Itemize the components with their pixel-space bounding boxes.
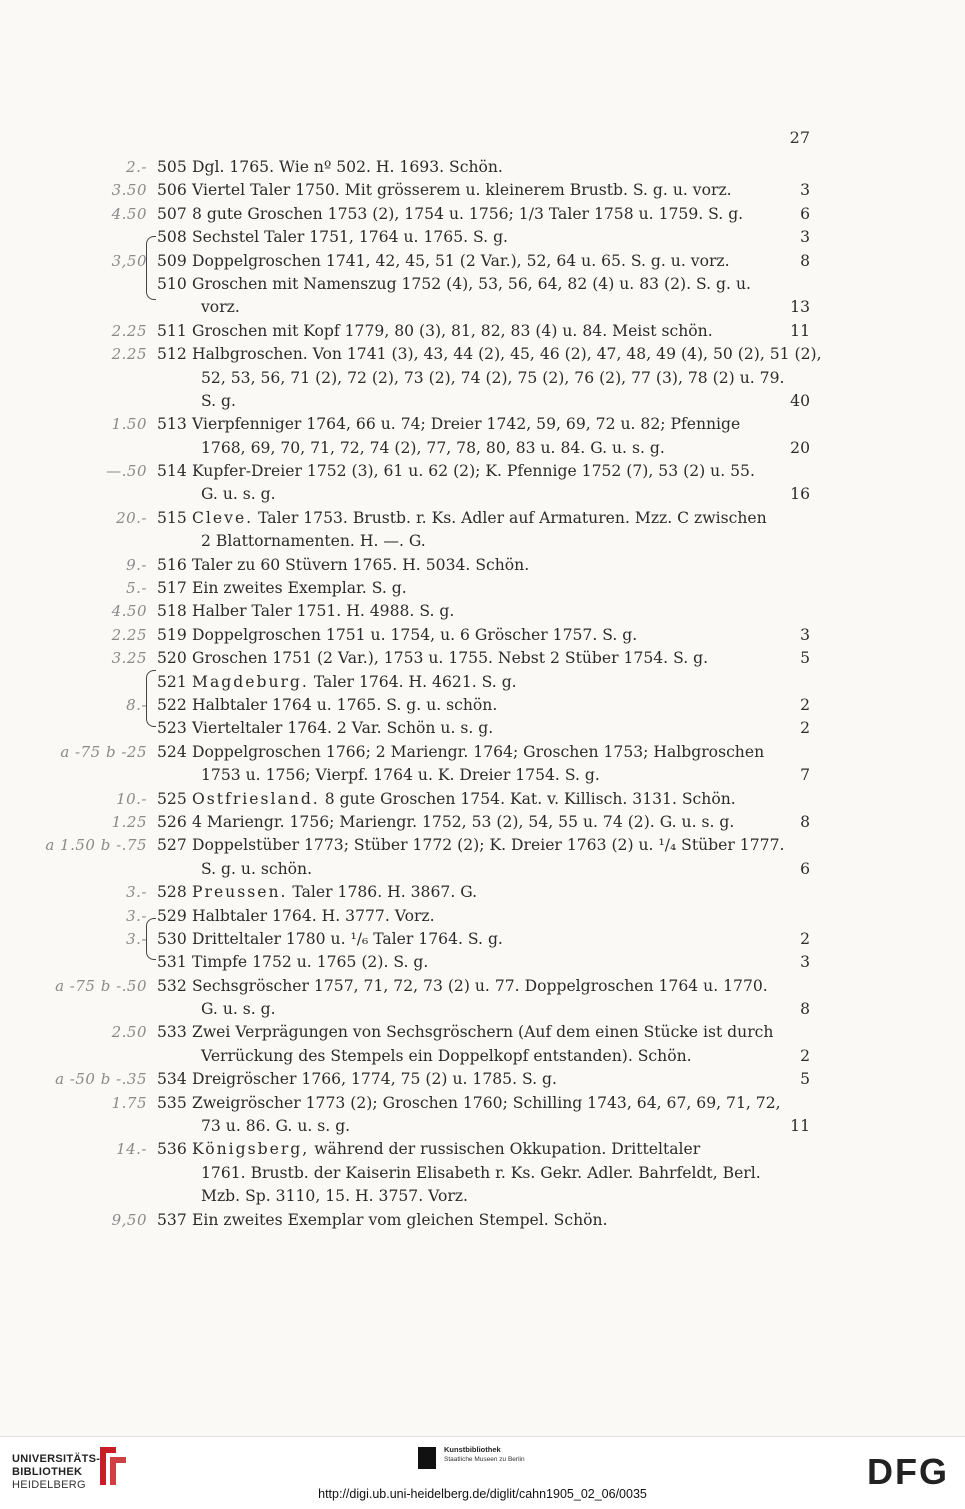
entry-line: [0, 343, 965, 366]
catalog-entry: [0, 1021, 965, 1068]
page-number: 27: [789, 128, 810, 147]
entry-line: [0, 437, 965, 460]
catalog-entry: [0, 928, 965, 951]
lot-quantity: 5: [800, 649, 810, 668]
lot-description: Ostfriesland. 8 gute Groschen 1754. Kat. v. Killisch. 3131. Schön.: [192, 789, 736, 808]
lot-description: Doppelstüber 1773; Stüber 1772 (2); K. Dreier 1763 (2) u. ¹/₄ Stüber 1777.: [192, 836, 785, 855]
catalog-entry: [0, 226, 965, 249]
catalog-entry: [0, 343, 965, 413]
catalog-entry: [0, 460, 965, 507]
lot-description: Zwei Verprägungen von Sechsgröschern (Auf dem einen Stücke ist durch: [192, 1023, 774, 1042]
entry-line: [0, 647, 965, 670]
entry-line: [0, 460, 965, 483]
brace-521-523: [146, 670, 156, 727]
handwritten-price-note: a 1.50 b -.75: [45, 836, 147, 855]
catalog-entry: [0, 320, 965, 343]
catalog-entry: [0, 905, 965, 928]
lot-quantity: 13: [790, 298, 810, 317]
lot-number: 537: [157, 1210, 187, 1229]
catalog-entry: [0, 577, 965, 600]
handwritten-price-note: 1.75: [111, 1093, 147, 1112]
lot-description: G. u. s. g.: [201, 1000, 276, 1019]
lot-number: 519: [157, 625, 187, 644]
entry-line: [0, 413, 965, 436]
lot-number: 525: [157, 789, 187, 808]
lot-quantity: 2: [800, 695, 810, 714]
lot-quantity: 6: [800, 859, 810, 878]
brace-508-510: [146, 236, 156, 300]
lot-description: Dreigröscher 1766, 1774, 75 (2) u. 1785. S. g.: [192, 1070, 557, 1089]
ub-logo-line3: HEIDELBERG: [12, 1479, 86, 1491]
lot-quantity: 6: [800, 204, 810, 223]
lot-number: 521: [157, 672, 187, 691]
lot-number: 509: [157, 251, 187, 270]
handwritten-price-note: 2.-: [126, 158, 147, 176]
lot-description: Kupfer-Dreier 1752 (3), 61 u. 62 (2); K. Pfennige 1752 (7), 53 (2) u. 55.: [192, 462, 755, 481]
dfg-logo[interactable]: DFG: [867, 1451, 949, 1492]
catalog-entry: [0, 250, 965, 273]
lot-description: Ein zweites Exemplar. S. g.: [192, 579, 407, 598]
lot-description: vorz.: [201, 298, 240, 317]
entry-line: [0, 671, 965, 694]
catalog-entry: [0, 717, 965, 740]
catalog-entries: [0, 156, 965, 1232]
handwritten-price-note: a -50 b -.35: [55, 1070, 147, 1089]
kunstbibliothek-mark-icon: [418, 1447, 436, 1469]
lot-number: 532: [157, 976, 187, 995]
handwritten-price-note: 5.-: [126, 579, 147, 598]
lot-description: Groschen 1751 (2 Var.), 1753 u. 1755. Nebst 2 Stüber 1754. S. g.: [192, 649, 709, 668]
lot-number: 510: [157, 274, 187, 293]
entry-line: [0, 741, 965, 764]
lot-quantity: 7: [800, 766, 810, 785]
handwritten-price-note: 1.50: [111, 415, 147, 434]
catalog-entry: [0, 156, 965, 179]
lot-quantity: 8: [800, 251, 810, 270]
lot-description: Mzb. Sp. 3110, 15. H. 3757. Vorz.: [201, 1187, 468, 1206]
lot-description: Zweigröscher 1773 (2); Groschen 1760; Schilling 1743, 64, 67, 69, 71, 72,: [192, 1093, 781, 1112]
entry-line: [0, 600, 965, 623]
catalog-entry: [0, 741, 965, 788]
lot-number: 513: [157, 415, 187, 434]
entry-line: [0, 320, 965, 343]
catalog-entry: [0, 624, 965, 647]
lot-quantity: 11: [790, 1117, 810, 1136]
lot-number: 523: [157, 719, 187, 738]
entry-line: [0, 1185, 965, 1208]
handwritten-price-note: 2.25: [111, 625, 147, 644]
lot-description: Verrückung des Stempels ein Doppelkopf entstanden). Schön.: [201, 1046, 692, 1065]
ub-logo-line1: UNIVERSITÄTS-: [12, 1453, 101, 1465]
lot-quantity: 11: [790, 321, 810, 340]
entry-line: [0, 1162, 965, 1185]
lot-number: 516: [157, 555, 187, 574]
entry-line: [0, 530, 965, 553]
lot-number: 507: [157, 204, 187, 223]
handwritten-price-note: 14.-: [116, 1140, 147, 1159]
entry-line: [0, 905, 965, 928]
lot-quantity: 2: [800, 929, 810, 948]
lot-number: 528: [157, 883, 187, 902]
catalog-entry: [0, 1209, 965, 1232]
lot-quantity: 3: [800, 953, 810, 972]
entry-line: [0, 1068, 965, 1091]
lot-number: 534: [157, 1070, 187, 1089]
entry-line: [0, 179, 965, 202]
lot-number: 515: [157, 508, 187, 527]
entry-line: [0, 811, 965, 834]
lot-number: 536: [157, 1140, 187, 1159]
lot-description: Viertel Taler 1750. Mit grösserem u. kleinerem Brustb. S. g. u. vorz.: [192, 181, 732, 200]
catalog-entry: [0, 788, 965, 811]
entry-line: [0, 1045, 965, 1068]
lot-description: Vierteltaler 1764. 2 Var. Schön u. s. g.: [192, 719, 494, 738]
lot-description: 52, 53, 56, 71 (2), 72 (2), 73 (2), 74 (2), 75 (2), 76 (2), 77 (3), 78 (2) u. 79.: [201, 368, 785, 387]
entry-line: [0, 788, 965, 811]
handwritten-price-note: 3.-: [126, 906, 147, 925]
kb-line2: Staatliche Museen zu Berlin: [444, 1456, 525, 1463]
lot-number: 514: [157, 462, 187, 481]
catalog-entry: [0, 834, 965, 881]
catalog-entry: [0, 694, 965, 717]
lot-description: Halbtaler 1764 u. 1765. S. g. u. schön.: [192, 695, 498, 714]
lot-number: 520: [157, 649, 187, 668]
lot-number: 530: [157, 929, 187, 948]
handwritten-price-note: 4.50: [111, 204, 147, 223]
lot-number: 526: [157, 812, 187, 831]
lot-description: Timpfe 1752 u. 1765 (2). S. g.: [192, 953, 429, 972]
handwritten-price-note: 3,50: [111, 251, 147, 270]
lot-description: Halbgroschen. Von 1741 (3), 43, 44 (2), 45, 46 (2), 47, 48, 49 (4), 50 (2), 51 (2),: [192, 345, 822, 364]
lot-description: Doppelgroschen 1741, 42, 45, 51 (2 Var.), 52, 64 u. 65. S. g. u. vorz.: [192, 251, 730, 270]
lot-quantity: 2: [800, 1046, 810, 1065]
handwritten-price-note: 9,50: [111, 1210, 147, 1229]
catalog-entry: [0, 975, 965, 1022]
entry-line: [0, 951, 965, 974]
lot-quantity: 8: [800, 1000, 810, 1019]
handwritten-price-note: 20.-: [116, 508, 147, 527]
lot-description: S. g.: [201, 391, 236, 410]
lot-number: 533: [157, 1023, 187, 1042]
lot-description: 73 u. 86. G. u. s. g.: [201, 1117, 351, 1136]
entry-line: [0, 483, 965, 506]
lot-quantity: 8: [800, 812, 810, 831]
entry-line: [0, 554, 965, 577]
lot-number: 527: [157, 836, 187, 855]
lot-description: Preussen. Taler 1786. H. 3867. G.: [192, 883, 478, 902]
lot-description: Sechsgröscher 1757, 71, 72, 73 (2) u. 77. Doppelgroschen 1764 u. 1770.: [192, 976, 768, 995]
catalog-entry: [0, 881, 965, 904]
lot-description: 1753 u. 1756; Vierpf. 1764 u. K. Dreier 1754. S. g.: [201, 766, 600, 785]
lot-description: Doppelgroschen 1766; 2 Mariengr. 1764; Groschen 1753; Halbgroschen: [192, 742, 765, 761]
page-footer: [0, 1436, 965, 1509]
lot-number: 505: [157, 158, 187, 176]
lot-number: 524: [157, 742, 187, 761]
handwritten-price-note: 2.50: [111, 1023, 147, 1042]
entry-line: [0, 1209, 965, 1232]
handwritten-price-note: 8.-: [126, 695, 147, 714]
handwritten-price-note: 2.25: [111, 321, 147, 340]
lot-description: 4 Mariengr. 1756; Mariengr. 1752, 53 (2), 54, 55 u. 74 (2). G. u. s. g.: [192, 812, 735, 831]
entry-line: [0, 156, 965, 179]
lot-description: S. g. u. schön.: [201, 859, 313, 878]
lot-number: 531: [157, 953, 187, 972]
lot-description: 2 Blattornamenten. H. —. G.: [201, 532, 426, 551]
handwritten-price-note: a -75 b -.50: [55, 976, 147, 995]
brace-530-531: [146, 918, 156, 960]
catalog-entry: [0, 273, 965, 320]
lot-description: Dritteltaler 1780 u. ¹/₆ Taler 1764. S. g.: [192, 929, 503, 948]
lot-description: 1761. Brustb. der Kaiserin Elisabeth r. Ks. Gekr. Adler. Bahrfeldt, Berl.: [201, 1163, 761, 1182]
catalog-entry: [0, 647, 965, 670]
lot-number: 518: [157, 602, 187, 621]
catalog-entry: [0, 951, 965, 974]
lot-description: Halber Taler 1751. H. 4988. S. g.: [192, 602, 455, 621]
entry-line: [0, 694, 965, 717]
lot-description: Königsberg, während der russischen Okkupation. Dritteltaler: [192, 1140, 701, 1159]
entry-line: [0, 1021, 965, 1044]
entry-line: [0, 858, 965, 881]
lot-description: Vierpfenniger 1764, 66 u. 74; Dreier 1742, 59, 69, 72 u. 82; Pfennige: [192, 415, 741, 434]
lot-description: Halbtaler 1764. H. 3777. Vorz.: [192, 906, 435, 925]
entry-line: [0, 577, 965, 600]
entry-line: [0, 296, 965, 319]
kb-line1: Kunstbibliothek: [444, 1445, 501, 1454]
handwritten-price-note: 3.-: [126, 883, 147, 902]
catalog-entry: [0, 507, 965, 554]
ub-logo-line2: BIBLIOTHEK: [12, 1466, 83, 1478]
entry-line: [0, 928, 965, 951]
catalog-entry: [0, 179, 965, 202]
lot-description: Cleve. Taler 1753. Brustb. r. Ks. Adler auf Armaturen. Mzz. C zwischen: [192, 508, 767, 527]
catalog-entry: [0, 554, 965, 577]
lot-number: 508: [157, 228, 187, 247]
entry-line: [0, 250, 965, 273]
lot-description: Ein zweites Exemplar vom gleichen Stempel. Schön.: [192, 1210, 608, 1229]
handwritten-price-note: 3.25: [111, 649, 147, 668]
entry-line: [0, 624, 965, 647]
handwritten-price-note: —.50: [106, 462, 147, 481]
lot-description: G. u. s. g.: [201, 485, 276, 504]
entry-line: [0, 507, 965, 530]
entry-line: [0, 717, 965, 740]
entry-line: [0, 1138, 965, 1161]
lot-description: Dgl. 1765. Wie nº 502. H. 1693. Schön.: [192, 158, 503, 176]
entry-line: [0, 975, 965, 998]
lot-quantity: 5: [800, 1070, 810, 1089]
lot-quantity: 3: [800, 625, 810, 644]
handwritten-price-note: 9.-: [126, 555, 147, 574]
entry-line: [0, 881, 965, 904]
handwritten-price-note: a -75 b -25: [60, 742, 147, 761]
catalog-entry: [0, 811, 965, 834]
handwritten-price-note: 3.50: [111, 181, 147, 200]
kunstbibliothek-text: [444, 1445, 525, 1465]
catalog-entry: [0, 413, 965, 460]
catalog-entry: [0, 203, 965, 226]
lot-quantity: 2: [800, 719, 810, 738]
handwritten-price-note: 4.50: [111, 602, 147, 621]
catalog-entry: [0, 1138, 965, 1208]
lot-number: 529: [157, 906, 187, 925]
entry-line: [0, 390, 965, 413]
lot-description: 1768, 69, 70, 71, 72, 74 (2), 77, 78, 80, 83 u. 84. G. u. s. g.: [201, 438, 665, 457]
lot-description: 8 gute Groschen 1753 (2), 1754 u. 1756; 1/3 Taler 1758 u. 1759. S. g.: [192, 204, 744, 223]
entry-line: [0, 273, 965, 296]
lot-quantity: 20: [790, 438, 810, 457]
lot-quantity: 40: [790, 391, 810, 410]
lot-description: Groschen mit Namenszug 1752 (4), 53, 56, 64, 82 (4) u. 83 (2). S. g. u.: [192, 274, 751, 293]
lot-description: Doppelgroschen 1751 u. 1754, u. 6 Gröscher 1757. S. g.: [192, 625, 638, 644]
lot-number: 517: [157, 579, 187, 598]
entry-line: [0, 367, 965, 390]
lot-number: 511: [157, 321, 187, 340]
lot-quantity: 16: [790, 485, 810, 504]
page-url[interactable]: http://digi.ub.uni-heidelberg.de/diglit/cahn1905_02_06/0035: [318, 1487, 647, 1501]
ub-logo-mark-icon: [96, 1443, 132, 1489]
lot-quantity: 3: [800, 228, 810, 247]
catalog-entry: [0, 1092, 965, 1139]
lot-description: Magdeburg. Taler 1764. H. 4621. S. g.: [192, 672, 517, 691]
lot-number: 506: [157, 181, 187, 200]
handwritten-price-note: 1.25: [111, 812, 147, 831]
entry-line: [0, 834, 965, 857]
handwritten-price-note: 2.25: [111, 345, 147, 364]
lot-number: 522: [157, 695, 187, 714]
handwritten-price-note: 3.-: [126, 929, 147, 948]
lot-quantity: 3: [800, 181, 810, 200]
lot-number: 512: [157, 345, 187, 364]
entry-line: [0, 226, 965, 249]
lot-description: Groschen mit Kopf 1779, 80 (3), 81, 82, 83 (4) u. 84. Meist schön.: [192, 321, 713, 340]
lot-number: 535: [157, 1093, 187, 1112]
lot-description: Sechstel Taler 1751, 1764 u. 1765. S. g.: [192, 228, 509, 247]
catalog-entry: [0, 671, 965, 694]
handwritten-price-note: 10.-: [116, 789, 147, 808]
entry-line: [0, 764, 965, 787]
entry-line: [0, 1115, 965, 1138]
entry-line: [0, 203, 965, 226]
entry-line: [0, 1092, 965, 1115]
entry-line: [0, 998, 965, 1021]
catalog-entry: [0, 1068, 965, 1091]
lot-description: Taler zu 60 Stüvern 1765. H. 5034. Schön.: [192, 555, 530, 574]
catalog-entry: [0, 600, 965, 623]
